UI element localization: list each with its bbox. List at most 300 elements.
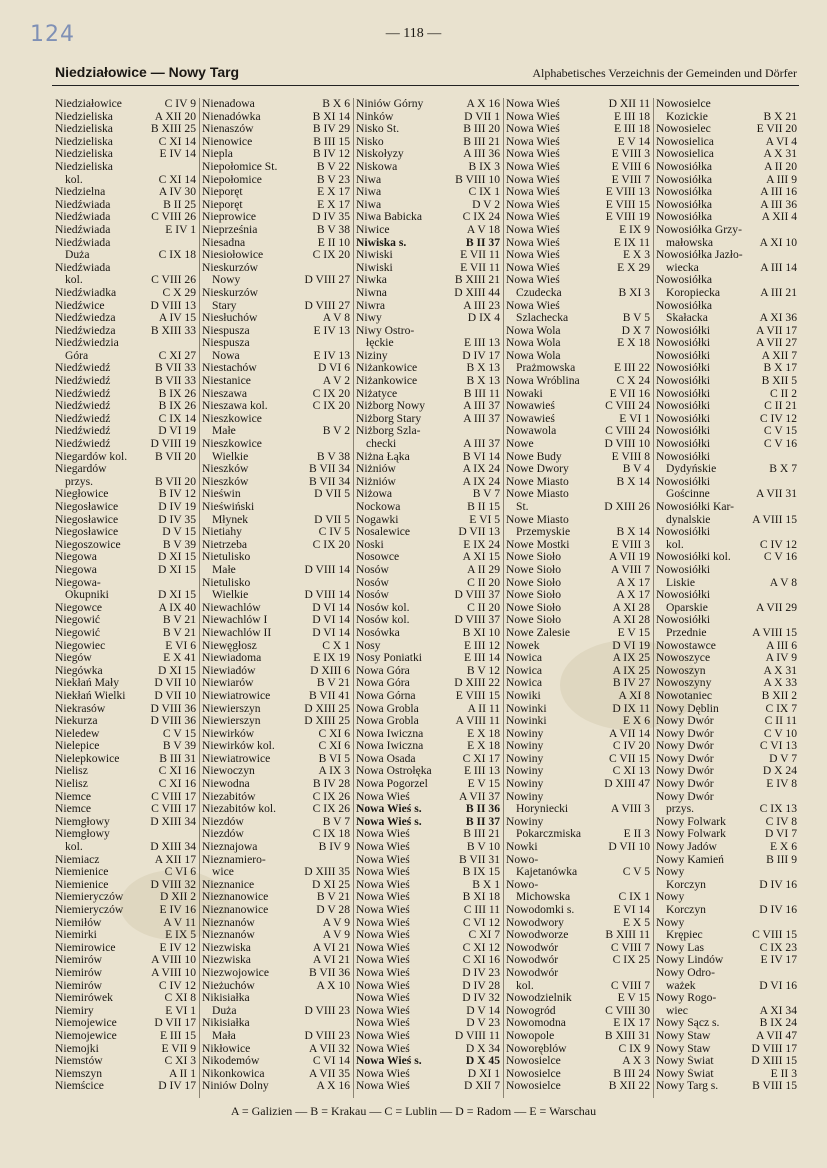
map-reference: D IV 16 — [759, 904, 797, 916]
place-name: kol. — [65, 173, 83, 186]
index-entry — [504, 161, 653, 174]
map-reference: A XII 20 — [154, 110, 196, 123]
index-entry — [200, 841, 353, 854]
index-entry — [504, 211, 653, 224]
map-reference: A II 29 — [467, 563, 500, 576]
map-reference: E VI 5 — [469, 513, 500, 526]
map-reference: D VIII 36 — [150, 715, 196, 728]
index-entry — [354, 728, 503, 741]
place-name: Niżatyce — [356, 387, 398, 400]
place-name: Niżankowice — [356, 375, 418, 388]
index-column-5 — [653, 98, 800, 1098]
place-name: Michowska — [516, 891, 571, 904]
index-entry — [53, 891, 199, 904]
index-entry — [504, 1055, 653, 1068]
map-reference: D VII 10 — [154, 677, 196, 690]
place-name: Nowy Dwór — [656, 752, 714, 765]
index-entry — [654, 123, 800, 136]
index-entry — [354, 753, 503, 766]
place-name: Oparskie — [666, 601, 708, 614]
index-entry — [53, 753, 199, 766]
index-entry — [53, 640, 199, 653]
map-reference: D VI 19 — [158, 425, 196, 438]
map-reference: D IV 28 — [462, 979, 500, 992]
index-entry — [504, 123, 653, 136]
map-reference — [797, 589, 800, 602]
place-name: Nowa — [212, 349, 240, 362]
place-name: Niwa — [356, 186, 382, 199]
map-reference: B III 21 — [463, 828, 500, 841]
index-entry — [504, 362, 653, 375]
map-reference: D XII 7 — [463, 1080, 500, 1093]
index-entry — [53, 854, 199, 867]
index-entry — [53, 665, 199, 678]
place-name: Nowica — [506, 677, 543, 690]
place-name: Nowy Dwór — [656, 790, 714, 803]
map-reference: B IV 29 — [312, 123, 350, 136]
index-column-2 — [199, 98, 353, 1098]
index-entry — [200, 942, 353, 955]
index-entry — [200, 1030, 353, 1043]
place-name: Niemojewice — [55, 1029, 117, 1042]
index-entry — [200, 425, 353, 438]
map-reference: E III 15 — [159, 1029, 196, 1042]
map-reference — [797, 992, 800, 1005]
map-reference: E VII 16 — [609, 387, 650, 400]
index-entry — [354, 237, 503, 250]
index-entry — [53, 765, 199, 778]
index-entry — [654, 602, 800, 615]
index-entry — [354, 640, 503, 653]
index-entry — [354, 148, 503, 161]
place-name: Nowe Miasto — [506, 475, 569, 488]
index-entry — [654, 488, 800, 501]
index-entry — [654, 828, 800, 841]
index-entry — [200, 463, 353, 476]
place-name: Niedźwice — [55, 299, 105, 312]
map-reference: C VIII 7 — [610, 979, 650, 992]
map-reference: A VI 21 — [312, 941, 350, 954]
place-name: Nowawieś — [506, 400, 555, 413]
index-entry — [354, 703, 503, 716]
map-reference: A II 20 — [764, 160, 797, 173]
place-name: Niedźwiedź — [55, 412, 111, 425]
map-reference: B II 25 — [163, 198, 196, 211]
place-name: Niepołomice St. — [202, 160, 278, 173]
index-entry — [53, 879, 199, 892]
place-name: Niedźwiada — [55, 223, 111, 236]
place-name: Niżankowice — [356, 362, 418, 375]
map-reference: A III 23 — [463, 299, 500, 312]
place-name: Nowa Wieś — [356, 1042, 410, 1055]
map-reference: A II 11 — [467, 702, 500, 715]
map-reference: D VI 14 — [312, 601, 350, 614]
place-name: Niżna Łąka — [356, 450, 410, 463]
place-name: Niegosławice — [55, 501, 119, 513]
map-reference: C VI 6 — [164, 866, 196, 879]
place-name: Szlachecka — [516, 312, 569, 325]
index-entry — [53, 300, 199, 313]
place-name: Prażmowska — [516, 362, 576, 375]
index-entry — [504, 136, 653, 149]
place-name: Mała — [212, 1029, 236, 1042]
place-name: Niewirków kol. — [202, 740, 275, 753]
index-entry — [53, 463, 199, 476]
map-reference: A IV 15 — [158, 312, 196, 325]
map-reference: C V 16 — [763, 551, 797, 564]
place-name: Niegowiec — [55, 639, 106, 652]
map-reference: B V 21 — [316, 891, 350, 904]
map-reference: C IV 5 — [318, 526, 350, 539]
place-name: Nowe Dwory — [506, 463, 569, 476]
index-entry — [200, 161, 353, 174]
map-reference: D IX 11 — [612, 702, 650, 715]
place-name: Nowosiółki — [656, 400, 711, 413]
index-entry — [53, 728, 199, 741]
place-name: Nielepice — [55, 740, 100, 753]
map-reference: B X 13 — [466, 362, 500, 375]
place-name: Nowodwór — [506, 966, 559, 979]
place-name: Nowa Wieś — [506, 123, 560, 136]
index-entry — [354, 954, 503, 967]
map-reference: E VIII 13 — [605, 186, 650, 199]
index-entry — [654, 211, 800, 224]
place-name: Nowosiółki — [656, 349, 711, 362]
index-entry — [354, 791, 503, 804]
index-entry — [654, 841, 800, 854]
index-entry — [504, 778, 653, 791]
index-entry — [53, 425, 199, 438]
map-reference: E VIII 15 — [455, 689, 500, 702]
index-entry — [200, 677, 353, 690]
map-reference: D V 23 — [466, 1017, 500, 1030]
index-entry — [504, 111, 653, 124]
place-name: Niżborg Stary — [356, 412, 422, 425]
map-reference: A VIII 3 — [610, 803, 650, 816]
map-reference: D V 2 — [472, 198, 500, 211]
map-reference: D VIII 27 — [304, 299, 350, 312]
index-entry — [354, 967, 503, 980]
index-entry — [53, 803, 199, 816]
map-reference: C II 20 — [467, 576, 500, 589]
place-name: Nowa Wieś — [506, 160, 560, 173]
place-name: Nowotaniec — [656, 689, 713, 702]
place-name: Nowy — [212, 274, 241, 287]
index-entry — [504, 577, 653, 590]
map-reference: C II 2 — [769, 387, 797, 400]
index-entry — [53, 1055, 199, 1068]
index-entry — [53, 841, 199, 854]
place-name: Nowosielec — [656, 123, 711, 136]
place-name: Niesiołowice — [202, 249, 264, 262]
index-entry — [654, 98, 800, 111]
index-entry — [654, 375, 800, 388]
place-name: Nowosiółki Kar- — [656, 501, 735, 513]
index-entry — [200, 539, 353, 552]
index-entry — [200, 350, 353, 363]
index-entry — [504, 728, 653, 741]
index-entry — [504, 262, 653, 275]
map-reference — [797, 614, 800, 627]
index-entry — [354, 715, 503, 728]
map-reference: D XII 2 — [159, 891, 196, 904]
place-name: Nieprowice — [202, 211, 257, 224]
index-entry — [53, 174, 199, 187]
place-name: Nowe Miasto — [506, 513, 569, 526]
index-entry — [53, 262, 199, 275]
place-name: Nowa Wieś — [356, 841, 410, 854]
place-name: Nieznanowice — [202, 904, 269, 916]
index-entry — [654, 942, 800, 955]
place-name: Nowa Wieś — [356, 1017, 410, 1030]
index-entry — [200, 98, 353, 111]
place-name: Nockowa — [356, 501, 401, 513]
index-entry — [200, 362, 353, 375]
index-entry — [53, 514, 199, 527]
map-reference: B V 10 — [466, 841, 500, 854]
place-name: Nietulisko — [202, 551, 251, 564]
map-reference: B XI 14 — [312, 110, 350, 123]
index-entry — [354, 312, 503, 325]
place-name: Nowica — [506, 664, 543, 677]
place-name: Niezdów — [202, 828, 244, 841]
place-name: Nowosiółka — [656, 198, 713, 211]
index-entry — [504, 388, 653, 401]
place-name: Duża — [212, 1004, 237, 1017]
index-entry — [53, 992, 199, 1005]
map-reference: A VII 32 — [308, 1042, 350, 1055]
place-name: Niemścice — [55, 1080, 104, 1093]
place-name: Niedzielna — [55, 186, 106, 199]
map-reference: A XI 10 — [759, 236, 797, 249]
index-entry — [654, 526, 800, 539]
map-reference: E IV 12 — [159, 941, 196, 954]
map-reference: B V 39 — [162, 538, 196, 551]
index-entry — [200, 614, 353, 627]
map-reference: D XIII 6 — [310, 664, 350, 677]
map-reference: B IV 9 — [318, 841, 350, 854]
place-name: Nielepkowice — [55, 752, 120, 765]
index-entry — [504, 425, 653, 438]
place-name: Nowa Wieś — [506, 148, 560, 161]
place-name: Niekurza — [55, 715, 98, 728]
place-name: Nowy Staw — [656, 1029, 711, 1042]
place-name: Niemce — [55, 790, 92, 803]
place-name: Nowy Jadów — [656, 841, 717, 854]
place-name: Pokarczmiska — [516, 828, 582, 841]
index-entry — [504, 1068, 653, 1081]
index-entry — [654, 425, 800, 438]
place-name: Nowa Grobla — [356, 702, 419, 715]
map-reference: D V 14 — [466, 1004, 500, 1017]
place-name: Nowa Wieś — [506, 135, 560, 148]
place-name: wiecka — [666, 261, 699, 274]
place-name: Niżborg Szla- — [356, 425, 421, 438]
map-reference: B VII 33 — [154, 362, 196, 375]
index-entry — [200, 728, 353, 741]
index-entry — [654, 866, 800, 879]
place-name: Nowa Wieś — [356, 828, 410, 841]
index-entry — [654, 715, 800, 728]
map-reference: C XI 7 — [468, 929, 500, 942]
index-entry — [53, 942, 199, 955]
index-entry — [504, 791, 653, 804]
map-reference: E X 29 — [617, 261, 650, 274]
map-reference: E V 15 — [617, 992, 650, 1005]
index-entry — [354, 476, 503, 489]
place-name: Niestachów — [202, 362, 257, 375]
place-name: Nowy Dęblin — [656, 702, 719, 715]
map-reference — [797, 891, 800, 904]
map-reference: E X 18 — [617, 337, 650, 350]
place-name: Nowa Górna — [356, 689, 416, 702]
map-reference: C V 15 — [162, 727, 196, 740]
map-reference: D IV 19 — [158, 501, 196, 513]
place-name: Niedźwiada — [55, 261, 111, 274]
place-name: Nowiny — [506, 778, 544, 791]
place-name: Nowki — [506, 841, 538, 854]
index-entry — [200, 526, 353, 539]
index-entry — [354, 463, 503, 476]
place-name: Niedziałowice — [55, 98, 122, 110]
index-entry — [354, 652, 503, 665]
map-reference: D VIII 23 — [304, 1029, 350, 1042]
place-name: Nowy Lindów — [656, 954, 724, 967]
index-entry — [654, 325, 800, 338]
place-name: Nieznanów — [202, 929, 255, 942]
index-entry — [53, 98, 199, 111]
index-entry — [200, 904, 353, 917]
index-entry — [654, 803, 800, 816]
index-entry — [504, 627, 653, 640]
index-entry — [200, 438, 353, 451]
map-reference: C IX 26 — [312, 790, 350, 803]
place-name: Nowiny — [506, 740, 544, 753]
map-reference: A IX 3 — [318, 765, 350, 778]
map-reference: C VIII 24 — [605, 425, 650, 438]
map-reference: D VI 7 — [765, 828, 797, 841]
index-entry — [53, 866, 199, 879]
map-reference: A IV 30 — [158, 186, 196, 199]
map-reference: A VII 47 — [755, 1029, 797, 1042]
place-name: Niedźwiedź — [55, 362, 111, 375]
index-entry — [354, 425, 503, 438]
map-reference: B V 39 — [162, 740, 196, 753]
place-name: Niegosławice — [55, 526, 119, 539]
map-reference: E VIII 3 — [611, 148, 650, 161]
place-name: Nowy Targ s. — [656, 1080, 719, 1093]
map-reference: B XIII 11 — [605, 929, 650, 942]
map-reference: C VIII 26 — [151, 274, 196, 287]
place-name: Nowa Wieś — [506, 98, 560, 110]
place-name: Nowosiółki — [656, 438, 711, 451]
place-name: Nowodomki s. — [506, 904, 575, 916]
index-entry — [354, 627, 503, 640]
map-reference: E X 41 — [163, 652, 196, 665]
index-entry — [654, 614, 800, 627]
place-name: Nieszków — [202, 475, 249, 488]
place-name: Nowodwory — [506, 916, 564, 929]
map-reference — [797, 249, 800, 262]
map-reference — [797, 300, 800, 313]
index-entry — [654, 778, 800, 791]
map-reference: C VII 15 — [608, 752, 650, 765]
place-name: Nowodwór — [506, 954, 559, 967]
index-entry — [354, 929, 503, 942]
index-entry — [354, 614, 503, 627]
index-entry — [53, 677, 199, 690]
place-name: Nowe Sioło — [506, 576, 562, 589]
index-entry — [200, 224, 353, 237]
place-name: Niezwiska — [202, 941, 251, 954]
map-reference: B V 12 — [466, 664, 500, 677]
index-entry — [354, 564, 503, 577]
index-entry — [654, 1043, 800, 1056]
map-reference: A III 37 — [463, 400, 500, 413]
place-name: Niemojewice — [55, 1017, 117, 1030]
map-reference: E IX 17 — [613, 1017, 650, 1030]
map-reference: D VII 5 — [314, 513, 350, 526]
place-name: Niezwiska — [202, 954, 251, 967]
index-entry — [354, 980, 503, 993]
place-name: Niewęgłosz — [202, 639, 257, 652]
place-name: wice — [212, 866, 234, 879]
place-name: Niegowce — [55, 601, 102, 614]
place-name: Nisko — [356, 135, 384, 148]
index-entry — [354, 224, 503, 237]
index-entry — [504, 715, 653, 728]
map-reference: E VIII 8 — [611, 450, 650, 463]
place-name: Niwna — [356, 286, 387, 299]
place-name: Nowe Sioło — [506, 551, 562, 564]
place-name: Niemieryczów — [55, 904, 124, 916]
map-reference: C VIII 15 — [752, 929, 797, 942]
index-entry — [53, 438, 199, 451]
map-reference: C IX 20 — [312, 538, 350, 551]
place-name: Nowa Wieś — [506, 299, 560, 312]
place-name: Nowa Wieś — [356, 941, 410, 954]
map-reference: C IX 24 — [462, 211, 500, 224]
place-name: Nogawki — [356, 513, 399, 526]
index-entry — [504, 703, 653, 716]
map-reference: A III 36 — [463, 148, 500, 161]
place-name: Niewiatrowice — [202, 752, 271, 765]
place-name: Nieświn — [202, 488, 241, 501]
map-reference: D IV 16 — [759, 878, 797, 891]
place-name: Niezabitów kol. — [202, 803, 277, 816]
index-entry — [504, 325, 653, 338]
index-entry — [354, 174, 503, 187]
map-reference: B X 21 — [763, 110, 797, 123]
pencil-annotation: 124 — [30, 22, 75, 47]
map-reference: D IX 4 — [467, 312, 500, 325]
index-entry — [504, 350, 653, 363]
index-entry — [504, 148, 653, 161]
index-entry — [354, 1005, 503, 1018]
index-entry — [200, 866, 353, 879]
map-reference: A XI 8 — [618, 689, 650, 702]
map-reference: B V 21 — [316, 677, 350, 690]
index-entry — [200, 740, 353, 753]
place-name: Nowy Dwór — [656, 778, 714, 791]
index-entry — [200, 589, 353, 602]
place-name: Koropiecka — [666, 286, 721, 299]
map-reference: B III 9 — [766, 853, 797, 866]
index-entry — [53, 602, 199, 615]
place-name: Nowiny — [506, 752, 544, 765]
map-reference: D VI 16 — [759, 979, 797, 992]
map-reference: A X 17 — [616, 589, 650, 602]
